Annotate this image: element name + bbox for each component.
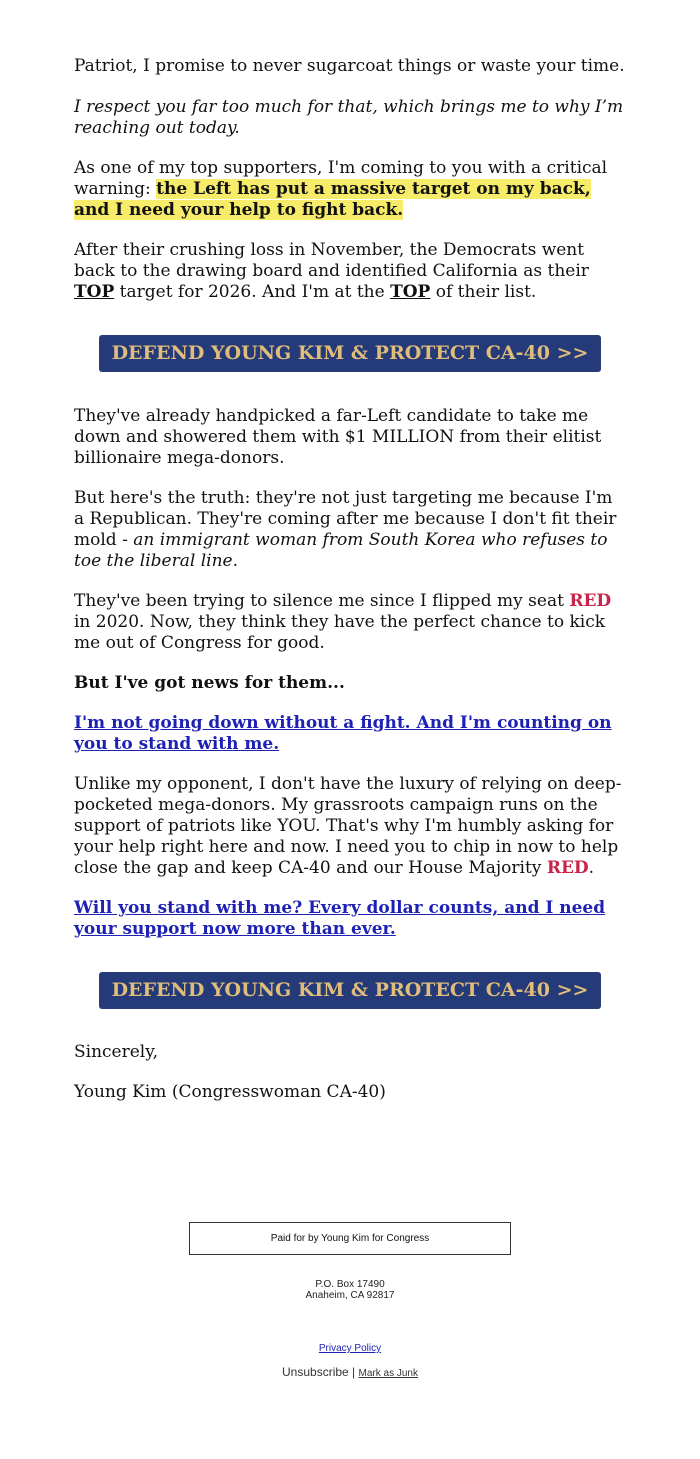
truth-text: But here's the truth: they're not just targeting me because I'm a Republican. They're coming after me because I don't fit their mold - [74,488,617,550]
paragraph-warning [74,158,626,221]
top-emphasis-1: TOP [74,282,115,302]
mailing-address [0,1279,700,1301]
paid-for-disclaimer: Paid for by Young Kim for Congress [189,1222,511,1255]
defend-cta-button-top[interactable]: DEFEND YOUNG KIM & PROTECT CA-40 >> [99,335,602,372]
cta-container-top [74,335,626,372]
silence-text-a: They've been trying to silence me since I flipped my seat [74,591,570,611]
target-text-a: After their crushing loss in November, the Democrats went back to the drawing board and identified California as their [74,240,589,281]
fight-link[interactable]: I'm not going down without a fight. And I'm counting on you to stand with me. [74,713,612,754]
red-emphasis-1: RED [569,591,612,611]
unsubscribe-row [0,1365,700,1379]
target-text-c: of their list. [430,282,537,302]
red-emphasis-2: RED [546,858,589,878]
paragraph-news: But I've got news for them... [74,673,345,693]
paragraph-respect: I respect you far too much for that, which brings me to why I’m reaching out today. [74,97,624,138]
unsubscribe-link[interactable]: Unsubscribe [282,1365,349,1379]
target-text-b: target for 2026. And I'm at the [114,282,391,302]
email-body [74,56,626,1103]
paragraph-truth [74,488,626,572]
mark-as-junk-link[interactable]: Mark as Junk [358,1368,418,1379]
paragraph-intro: Patriot, I promise to never sugarcoat things or waste your time. [74,56,625,76]
privacy-row [0,1343,700,1354]
warning-text: As one of my top supporters, I'm coming to you with a critical warning: [74,158,608,199]
paragraph-candidate: They've already handpicked a far-Left candidate to take me down and showered them with $1 MILLION from their elitist billionaire mega-donors. [74,406,602,468]
privacy-policy-link[interactable]: Privacy Policy [318,1343,382,1354]
paragraph-stand [74,898,626,940]
address-line-2: Anaheim, CA 92817 [305,1290,395,1301]
grassroots-text: Unlike my opponent, I don't have the luxury of relying on deep-pocketed mega-donors. My grassroots campaign runs on the support of patriots like YOU. That's why I'm humbly asking for your help right here and now. I need you to chip in now to help close the gap and keep CA-40 and our House Majority [74,774,622,878]
grassroots-end: . [588,858,595,878]
top-emphasis-2: TOP [390,282,431,302]
paragraph-grassroots [74,774,626,879]
paragraph-silence [74,591,626,654]
signature: Young Kim (Congresswoman CA-40) [74,1082,386,1102]
truth-end: . [232,551,238,571]
defend-cta-button-bottom[interactable]: DEFEND YOUNG KIM & PROTECT CA-40 >> [99,972,602,1009]
signoff: Sincerely, [74,1042,158,1062]
address-line-1: P.O. Box 17490 [315,1279,385,1290]
paragraph-target [74,240,626,303]
cta-container-bottom [74,972,626,1009]
highlighted-warning: the Left has put a massive target on my back, and I need your help to fight back. [74,179,591,220]
truth-italic: an immigrant woman from South Korea who refuses to toe the liberal line [74,530,608,571]
silence-text-b: in 2020. Now, they think they have the perfect chance to kick me out of Congress for good. [74,612,606,653]
paragraph-fight [74,713,626,755]
footer-separator: | [348,1365,359,1379]
stand-with-me-link[interactable]: Will you stand with me? Every dollar counts, and I need your support now more than ever. [74,898,606,939]
